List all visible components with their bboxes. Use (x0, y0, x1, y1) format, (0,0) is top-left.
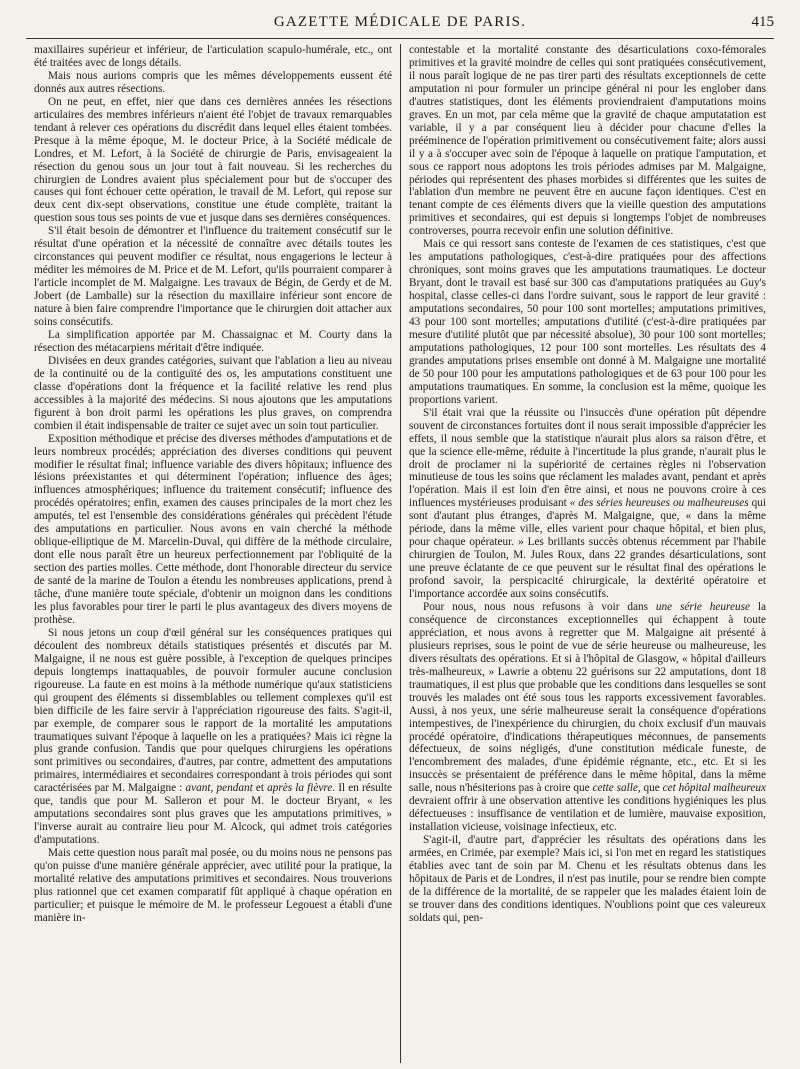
text-run: la conséquence de circonstances exceptionnelles qui échappent à toute appréciation, et nous avons à regretter que M. Malgaigne ait présenté à plusieurs reprises, sous le point de vue de série heureuse ou malheureuse, les divers résultats des opérations. Et si à l'hôpital de Glasgow, « hôpital d'ailleurs très-malheureux, » Lawrie a obtenu 22 guérisons sur 22 amputations, dont 18 traumatiques, il est plus que probable que les conditions dans lesquelles se sont trouvés les malades ont été sous tous les rapports excessivement favorables. Aussi, à nos yeux, une série malheureuse serait la conséquence d'opérations intempestives, de l'inexpérience du chirurgien, du choix exclusif d'un mauvais procédé opératoire, d'indications thérapeutiques méconnues, de pansements défectueux, de soins négligés, d'une constitution médicale funeste, de l'encombrement des malades, d'une épidémie régnante, etc., etc. Et si les insuccès se présentaient de préférence dans le même hôpital, dans la même salle, nous n'hésiterions pas à croire que (409, 600, 767, 795)
emphasis: avant, pendant (185, 782, 253, 795)
paragraph: Mais cette question nous paraît mal posée, ou du moins nous ne pensons pas qu'on puisse d'une manière générale apprécier, avec utilité pour la pratique, la mortalité relative des amputations primitives et secondaires. Nous trouverions plus rationnel que cet examen comparatif fût appliqué à chaque opération en particulier; et puisque le mémoire de M. le professeur Legouest a établi d'une manière in- (34, 847, 392, 924)
emphasis: « des séries heureuses ou malheureuses (569, 497, 749, 510)
page-header (26, 14, 774, 39)
text-columns (26, 44, 774, 1063)
emphasis: après la fièvre (267, 782, 333, 795)
paragraph: S'il était besoin de démontrer et l'influence du traitement consécutif sur le résultat d'une opération et la nécessité de connaître avec détails toutes les circonstances qui peuvent modifier ce résultat, nous engagerions le lecteur à méditer les mémoires de M. Price et de M. Lefort, qu'ils pourraient comparer à l'article incomplet de M. Malgaigne. Les travaux de Bégin, de Gerdy et de M. Jobert (de Lamballe) sur la résection du maxillaire inférieur sont encore de nature à bien faire comprendre l'importance que le chirurgien doit attacher aux soins consécutifs. (34, 225, 392, 329)
emphasis: une série heureuse (655, 600, 750, 613)
paragraph: contestable et la mortalité constante des désarticulations coxo-fémorales primitives et la gravité moindre de celles qui sont pratiquées consécutivement, il nous paraît logique de ne pas tirer parti des résultats exceptionnels de cette amputation ni pour formuler un principe général ni pour les englober dans d'autres statistiques, dont les éléments proviendraient d'amputations moins graves. En un mot, par cela même que la gravité de chaque amputatation est variable, il y a par conséquent lieu à décider pour chacune d'elles la prééminence de l'opération primitivement ou consécutivement faite; alors aussi il y a à s'occuper avec soin de l'époque à laquelle on pratique l'amputation, et sous ce rapport nous adoptons les trois périodes admises par M. Malgaigne, périodes qui représentent des phases morbides si différentes que les suites de l'ablation d'un membre ne peuvent être en aucune façon identiques. C'est en tenant compte de ces éléments divers que la vieille question des amputations primitives et secondaires, qui est depuis si longtemps l'objet de nombreuses controverses, pourra recevoir enfin une solution définitive. (409, 44, 766, 238)
running-title: GAZETTE MÉDICALE DE PARIS. (273, 14, 527, 30)
page-number: 415 (751, 14, 774, 30)
text-run: qui sont d'autant plus étranges, d'après M. Malgaigne, que, « dans la même période, dans la même ville, elles varient pour chaque hôpital, et bien plus, pour chaque opérateur. » Les brillants succès obtenus récemment par l'habile chirurgien de Toulon, M. Jules Roux, dans 22 grandes désarticulations, sont une preuve éclatante de ce que peuvent sur le résultat final des opérations le profond savoir, la perspicacité chirurgicale, la dextérité opératoire et l'importance accordée aux soins consécutifs. (409, 497, 766, 601)
paragraph: On ne peut, en effet, nier que dans ces dernières années les résections articulaires des membres inférieurs n'aient été l'objet de travaux remarquables tendant à relever ces opérations du discrédit dans lequel elles étaient tombées. Presque à la même époque, M. le docteur Price, à la Société médicale de Londres, et M. Lefort, à la Société de chirurgie de Paris, envisageaient la résection du genou sous un jour tout à fait nouveau. Si les recherches du chirurgien de Londres avaient plus spécialement pour but de s'occuper des causes qui font échouer cette opération, le travail de M. Lefort, qui repose sur deux cent dix-sept observations, constitue une étude complète, traitant la question sous tous ses points de vue et jusque dans ses dernières conséquences. (34, 95, 392, 225)
emphasis: cet hôpital malheureux (662, 782, 766, 795)
text-run: et (252, 782, 268, 795)
text-run: Si nous jetons un coup d'œil général sur les conséquences pratiques qui découlent des nombreux détails statistiques présentés et discutés par M. Malgaigne, il ne nous est guère possible, à l'exception de quelques principes depuis longtemps inattaquables, de pouvoir formuler aucune conclusion rigoureuse. La faute en est moins à la méthode numérique qu'aux statisticiens qui groupent des éléments si dissemblables ou tellement complexes qu'il est bien difficile de les faire servir à l'appréciation rigoureuse des faits. S'agit-il, par exemple, de comparer sous le rapport de la mortalité les amputations traumatiques suivant l'époque à laquelle on les a pratiquées? Mais ici règne la plus grande confusion. Tandis que pour quelques chirurgiens les opérations sont primitives ou secondaires, d'autres, par contre, admettent des amputations primaires, intermédiaires et secondaires correspondant à trois périodes qui sont caractérisées par M. Malgaigne : (34, 626, 392, 795)
right-column (400, 44, 774, 1063)
text-run: S'il était vrai que la réussite ou l'insuccès d'une opération pût dépendre souvent de circonstances fortuites dont il nous serait impossible d'apprécier les effets, il nous semble que la statistique n'aurait plus alors sa raison d'être, et que la science elle-même, réduite à l'incertitude la plus grande, n'aurait plus le droit de proclamer ni la supériorité de certaines règles ni l'observation minutieuse de tous les soins que réclament les malades avant, pendant et après l'opération. Mais il est loin d'en être ainsi, et nous ne pouvons croire à ces influences mystérieuses produisant (409, 406, 766, 510)
paragraph: Mais nous aurions compris que les mêmes développements eussent été donnés aux autres résections. (34, 69, 392, 95)
emphasis: cette salle (592, 782, 638, 795)
paragraph (409, 407, 766, 601)
paragraph: Exposition méthodique et précise des diverses méthodes d'amputations et de leurs nombreux procédés; appréciation des diverses conditions qui peuvent modifier le résultat final; influence variable des divers hôpitaux; influence des lésions préexistantes et qui déterminent l'opération; influence des âges; influences atmosphériques; influence du traitement consécutif; influence des procédés opératoires; enfin, examen des causes principales de la mort chez les amputés, tel est l'ensemble des considérations générales qui précèdent l'étude des amputations en particulier. Nous avons en vain cherché la méthode oblique-elliptique de M. Marcelin-Duval, qui diffère de la méthode circulaire, dont elle nous paraît être un heureux perfectionnement par l'obliquité de la section des parties molles. Cette méthode, dont l'honorable directeur du service de santé de la marine de Toulon a étendu les nombreuses applications, prend à tâche, d'une manière toute spéciale, d'obtenir un moignon dans les conditions les plus favorables pour tirer le parti le plus avantageux des divers moyens de prothèse. (34, 432, 392, 626)
paragraph (409, 601, 766, 834)
paragraph: S'agit-il, d'autre part, d'apprécier les résultats des opérations dans les armées, en Crimée, par exemple? Mais ici, si l'on met en regard les statistiques établies avec tant de soin par M. Chenu et les résultats obtenus dans les hôpitaux de Paris et de Londres, il n'est pas inutile, pour se rendre bien compte de la différence de la mortalité, de se rappeler que les malades étaient loin de se trouver dans des conditions identiques. N'oublions point que ces valeureux soldats qui, pen- (409, 834, 766, 924)
text-run: Pour nous, nous nous refusons à voir dans (423, 600, 656, 613)
text-run: , que (637, 782, 663, 795)
left-column (26, 44, 400, 1063)
text-run: . Il en résulte que, tandis que pour M. Salleron et pour M. le docteur Bryant, « les amputations secondaires sont plus graves que les amputations primitives, » l'inverse aurait au contraire lieu pour M. Alcock, qui admet trois catégories d'amputations. (34, 782, 392, 847)
paragraph: Divisées en deux grandes catégories, suivant que l'ablation a lieu au niveau de la continuité ou de la contiguïté des os, les amputations constituent une classe d'opérations dont la fréquence et la facilité relative les rend plus accessibles à la majorité des médecins. Si nous ajoutons que les amputations figurent à bon droit parmi les opérations les plus graves, on comprendra combien il était indispensable de traiter ce sujet avec un soin tout particulier. (34, 354, 392, 432)
paragraph (34, 627, 392, 847)
text-run: devraient offrir à une observation attentive les conditions hygiéniques les plus défectueuses : insuffisance de ventilation et de lumière, mauvaise exposition, installation vicieuse, voisinage infectieux, etc. (409, 795, 766, 834)
paragraph: maxillaires supérieur et inférieur, de l'articulation scapulo-humérale, etc., ont été traitées avec de longs détails. (34, 44, 392, 69)
paragraph: La simplification apportée par M. Chassaignac et M. Courty dans la résection des métacarpiens méritait d'être indiquée. (34, 328, 392, 354)
paragraph: Mais ce qui ressort sans conteste de l'examen de ces statistiques, c'est que les amputations pathologiques, c'est-à-dire pratiquées pour des affections chroniques, sont moins graves que les amputations traumatiques. Le docteur Bryant, dont le travail est basé sur 300 cas d'amputations pratiquées au Guy's hospital, classe celles-ci dans l'ordre suivant, sous le rapport de leur gravité : amputations secondaires, 50 pour 100 sont mortelles; amputations primitives, 43 pour 100 sont mortelles; amputations d'utilité (c'est-à-dire pratiquées par mesure d'utilité plutôt que par nécessité absolue), 30 pour 100 sont mortelles; amputations pathologiques, 12 pour 100 sont mortelles. Les résultats des 4 grandes amputations prises ensemble ont donné à M. Malgaigne une mortalité de 50 pour 100 pour les amputations pathologiques et de 63 pour 100 pour les amputations traumatiques. En somme, la conclusion est la même, quoique les proportions varient. (409, 238, 766, 406)
